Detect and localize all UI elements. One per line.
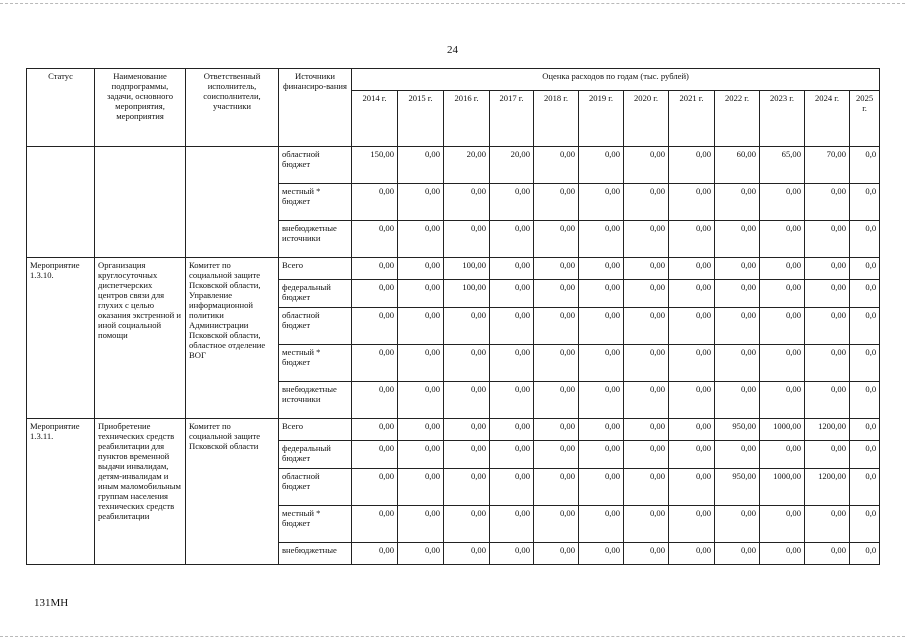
amount-cell: 0,00 — [444, 441, 490, 469]
amount-cell: 0,00 — [624, 419, 669, 441]
amount-cell: 0,00 — [805, 345, 850, 382]
amount-cell: 0,00 — [352, 221, 398, 258]
scan-edge-top — [0, 3, 905, 4]
amount-cell: 0,00 — [352, 469, 398, 506]
amount-cell: 0,00 — [398, 382, 444, 419]
header-year: 2019 г. — [579, 91, 624, 147]
amount-cell: 65,00 — [760, 147, 805, 184]
header-year: 2023 г. — [760, 91, 805, 147]
amount-cell: 0,00 — [760, 345, 805, 382]
amount-cell: 0,00 — [669, 184, 715, 221]
amount-cell: 0,00 — [534, 469, 579, 506]
table-header — [27, 69, 880, 147]
header-year: 2022 г. — [715, 91, 760, 147]
group-name: Организация круглосуточных диспетчерских центров связи для глухих с целью оказания экстренной и иной социальной помощи — [95, 258, 186, 419]
amount-cell: 0,00 — [624, 280, 669, 308]
amount-cell: 1000,00 — [760, 469, 805, 506]
amount-cell: 0,00 — [669, 258, 715, 280]
funding-source: местный * бюджет — [279, 184, 352, 221]
amount-cell: 0,00 — [624, 441, 669, 469]
amount-cell: 20,00 — [444, 147, 490, 184]
amount-cell: 0,00 — [534, 382, 579, 419]
funding-source: Всего — [279, 258, 352, 280]
amount-cell: 0,0 — [850, 419, 880, 441]
table-body — [27, 147, 880, 565]
header-name: Наименование подпрограммы, задачи, основного мероприятия, мероприятия — [95, 69, 186, 147]
amount-cell: 0,00 — [534, 308, 579, 345]
amount-cell: 100,00 — [444, 280, 490, 308]
amount-cell: 0,00 — [398, 280, 444, 308]
amount-cell: 0,00 — [398, 419, 444, 441]
amount-cell: 0,00 — [534, 184, 579, 221]
amount-cell: 0,00 — [624, 543, 669, 565]
amount-cell: 0,0 — [850, 221, 880, 258]
amount-cell: 0,00 — [534, 419, 579, 441]
group-responsible: Комитет по социальной защите Псковской области, Управление информационной политики Администрации Псковской области, областное отделение ВОГ — [186, 258, 279, 419]
amount-cell: 0,00 — [805, 280, 850, 308]
amount-cell: 0,00 — [669, 441, 715, 469]
amount-cell: 0,00 — [669, 382, 715, 419]
amount-cell: 0,0 — [850, 184, 880, 221]
amount-cell: 0,00 — [534, 345, 579, 382]
funding-source: внебюджетные источники — [279, 382, 352, 419]
amount-cell: 1000,00 — [760, 419, 805, 441]
amount-cell: 0,00 — [579, 258, 624, 280]
header-year: 2015 г. — [398, 91, 444, 147]
amount-cell: 0,00 — [398, 147, 444, 184]
amount-cell: 0,00 — [398, 184, 444, 221]
amount-cell: 0,00 — [398, 441, 444, 469]
amount-cell: 0,00 — [444, 184, 490, 221]
amount-cell: 0,00 — [352, 382, 398, 419]
amount-cell: 0,00 — [534, 441, 579, 469]
amount-cell: 0,0 — [850, 382, 880, 419]
amount-cell: 0,00 — [624, 469, 669, 506]
amount-cell: 0,0 — [850, 543, 880, 565]
amount-cell: 0,00 — [490, 308, 534, 345]
amount-cell: 0,00 — [624, 147, 669, 184]
group-responsible: Комитет по социальной защите Псковской области — [186, 419, 279, 565]
amount-cell: 0,00 — [715, 221, 760, 258]
amount-cell: 0,00 — [490, 441, 534, 469]
amount-cell: 20,00 — [490, 147, 534, 184]
amount-cell: 0,00 — [669, 345, 715, 382]
amount-cell: 0,0 — [850, 147, 880, 184]
amount-cell: 0,00 — [760, 258, 805, 280]
amount-cell: 0,00 — [805, 258, 850, 280]
amount-cell: 1200,00 — [805, 469, 850, 506]
amount-cell: 0,00 — [534, 280, 579, 308]
amount-cell: 0,00 — [805, 441, 850, 469]
amount-cell: 0,00 — [760, 506, 805, 543]
amount-cell: 0,00 — [579, 469, 624, 506]
amount-cell: 0,00 — [579, 382, 624, 419]
scan-edge-bottom — [0, 636, 905, 637]
amount-cell: 0,00 — [715, 441, 760, 469]
amount-cell: 0,00 — [715, 280, 760, 308]
amount-cell: 0,00 — [352, 543, 398, 565]
amount-cell: 0,00 — [624, 221, 669, 258]
amount-cell: 0,00 — [534, 506, 579, 543]
amount-cell: 0,00 — [805, 506, 850, 543]
amount-cell: 0,00 — [490, 382, 534, 419]
header-sources: Источники финансиро-вания — [279, 69, 352, 147]
amount-cell: 0,00 — [352, 258, 398, 280]
amount-cell: 0,00 — [444, 543, 490, 565]
amount-cell: 0,00 — [534, 221, 579, 258]
amount-cell: 0,00 — [624, 184, 669, 221]
amount-cell: 0,00 — [760, 543, 805, 565]
amount-cell: 0,00 — [490, 280, 534, 308]
amount-cell: 0,0 — [850, 506, 880, 543]
amount-cell: 0,00 — [715, 345, 760, 382]
amount-cell: 0,00 — [805, 184, 850, 221]
group-status: Мероприятие 1.3.10. — [27, 258, 95, 419]
amount-cell: 0,00 — [715, 382, 760, 419]
amount-cell: 0,00 — [579, 147, 624, 184]
funding-source: областной бюджет — [279, 147, 352, 184]
header-year: 2021 г. — [669, 91, 715, 147]
amount-cell: 0,00 — [579, 506, 624, 543]
amount-cell: 0,00 — [624, 382, 669, 419]
amount-cell: 0,00 — [760, 221, 805, 258]
amount-cell: 0,00 — [352, 441, 398, 469]
amount-cell: 0,00 — [352, 345, 398, 382]
header-responsible: Ответственный исполнитель, соисполнители, участники — [186, 69, 279, 147]
amount-cell: 0,00 — [760, 382, 805, 419]
amount-cell: 0,00 — [534, 258, 579, 280]
amount-cell: 60,00 — [715, 147, 760, 184]
amount-cell: 0,00 — [579, 221, 624, 258]
funding-source: областной бюджет — [279, 469, 352, 506]
header-year: 2017 г. — [490, 91, 534, 147]
amount-cell: 0,00 — [444, 506, 490, 543]
amount-cell: 0,00 — [805, 308, 850, 345]
header-estimate: Оценка расходов по годам (тыс. рублей) — [352, 69, 880, 91]
amount-cell: 0,00 — [669, 543, 715, 565]
funding-source: федеральный бюджет — [279, 441, 352, 469]
amount-cell: 0,00 — [490, 258, 534, 280]
table-row — [27, 147, 880, 184]
amount-cell: 0,00 — [669, 506, 715, 543]
amount-cell: 0,0 — [850, 258, 880, 280]
amount-cell: 0,00 — [444, 469, 490, 506]
header-year: 2024 г. — [805, 91, 850, 147]
amount-cell: 0,00 — [760, 184, 805, 221]
amount-cell: 0,00 — [398, 345, 444, 382]
amount-cell: 0,00 — [805, 543, 850, 565]
table-row — [27, 419, 880, 441]
amount-cell: 0,00 — [669, 308, 715, 345]
amount-cell: 0,00 — [579, 280, 624, 308]
table-row — [27, 258, 880, 280]
amount-cell: 0,00 — [398, 221, 444, 258]
funding-source: внебюджетные — [279, 543, 352, 565]
header-year: 2014 г. — [352, 91, 398, 147]
amount-cell: 0,00 — [444, 308, 490, 345]
amount-cell: 0,00 — [534, 543, 579, 565]
amount-cell: 0,00 — [579, 543, 624, 565]
group-status — [27, 147, 95, 258]
amount-cell: 1200,00 — [805, 419, 850, 441]
group-responsible — [186, 147, 279, 258]
amount-cell: 0,00 — [715, 308, 760, 345]
amount-cell: 0,00 — [669, 469, 715, 506]
amount-cell: 0,00 — [398, 506, 444, 543]
amount-cell: 0,00 — [490, 419, 534, 441]
amount-cell: 0,00 — [444, 382, 490, 419]
amount-cell: 950,00 — [715, 469, 760, 506]
amount-cell: 0,00 — [805, 382, 850, 419]
amount-cell: 0,00 — [352, 308, 398, 345]
amount-cell: 0,00 — [715, 258, 760, 280]
amount-cell: 0,00 — [715, 184, 760, 221]
page-number: 24 — [447, 44, 458, 56]
amount-cell: 0,00 — [490, 221, 534, 258]
funding-source: местный * бюджет — [279, 345, 352, 382]
funding-source: местный * бюджет — [279, 506, 352, 543]
amount-cell: 0,00 — [624, 345, 669, 382]
amount-cell: 0,00 — [579, 441, 624, 469]
amount-cell: 0,00 — [444, 345, 490, 382]
amount-cell: 0,0 — [850, 441, 880, 469]
group-name: Приобретение технических средств реабилитации для пунктов временной выдачи инвалидам, детям-инвалидам и иным маломобильным группам населения технических средств реабилитации — [95, 419, 186, 565]
funding-source: федеральный бюджет — [279, 280, 352, 308]
amount-cell: 0,0 — [850, 308, 880, 345]
footer-document-code: 131МН — [34, 597, 69, 609]
amount-cell: 0,00 — [715, 543, 760, 565]
amount-cell: 0,00 — [352, 419, 398, 441]
amount-cell: 0,00 — [352, 280, 398, 308]
amount-cell: 0,00 — [715, 506, 760, 543]
funding-source: внебюджетные источники — [279, 221, 352, 258]
amount-cell: 0,0 — [850, 280, 880, 308]
amount-cell: 0,00 — [579, 345, 624, 382]
amount-cell: 0,00 — [444, 419, 490, 441]
amount-cell: 950,00 — [715, 419, 760, 441]
amount-cell: 0,00 — [624, 506, 669, 543]
amount-cell: 0,00 — [760, 308, 805, 345]
amount-cell: 0,00 — [579, 308, 624, 345]
funding-source: Всего — [279, 419, 352, 441]
header-year: 2016 г. — [444, 91, 490, 147]
amount-cell: 0,00 — [669, 147, 715, 184]
amount-cell: 0,00 — [398, 258, 444, 280]
amount-cell: 0,00 — [624, 258, 669, 280]
amount-cell: 0,00 — [490, 184, 534, 221]
funding-source: областной бюджет — [279, 308, 352, 345]
amount-cell: 0,00 — [760, 441, 805, 469]
amount-cell: 0,00 — [352, 184, 398, 221]
amount-cell: 100,00 — [444, 258, 490, 280]
amount-cell: 0,0 — [850, 469, 880, 506]
amount-cell: 0,00 — [490, 543, 534, 565]
amount-cell: 0,00 — [579, 184, 624, 221]
budget-table — [26, 68, 880, 565]
amount-cell: 0,00 — [669, 221, 715, 258]
header-year: 2018 г. — [534, 91, 579, 147]
header-year: 2020 г. — [624, 91, 669, 147]
amount-cell: 0,00 — [760, 280, 805, 308]
group-name — [95, 147, 186, 258]
amount-cell: 0,00 — [624, 308, 669, 345]
amount-cell: 0,00 — [490, 506, 534, 543]
amount-cell: 0,0 — [850, 345, 880, 382]
group-status: Мероприятие 1.3.11. — [27, 419, 95, 565]
amount-cell: 0,00 — [805, 221, 850, 258]
amount-cell: 0,00 — [669, 419, 715, 441]
amount-cell: 0,00 — [579, 419, 624, 441]
amount-cell: 0,00 — [352, 506, 398, 543]
amount-cell: 0,00 — [398, 308, 444, 345]
header-status: Статус — [27, 69, 95, 147]
amount-cell: 0,00 — [398, 543, 444, 565]
amount-cell: 150,00 — [352, 147, 398, 184]
amount-cell: 0,00 — [398, 469, 444, 506]
amount-cell: 0,00 — [490, 345, 534, 382]
header-year: 2025 г. — [850, 91, 880, 147]
amount-cell: 0,00 — [534, 147, 579, 184]
amount-cell: 70,00 — [805, 147, 850, 184]
amount-cell: 0,00 — [490, 469, 534, 506]
amount-cell: 0,00 — [669, 280, 715, 308]
amount-cell: 0,00 — [444, 221, 490, 258]
